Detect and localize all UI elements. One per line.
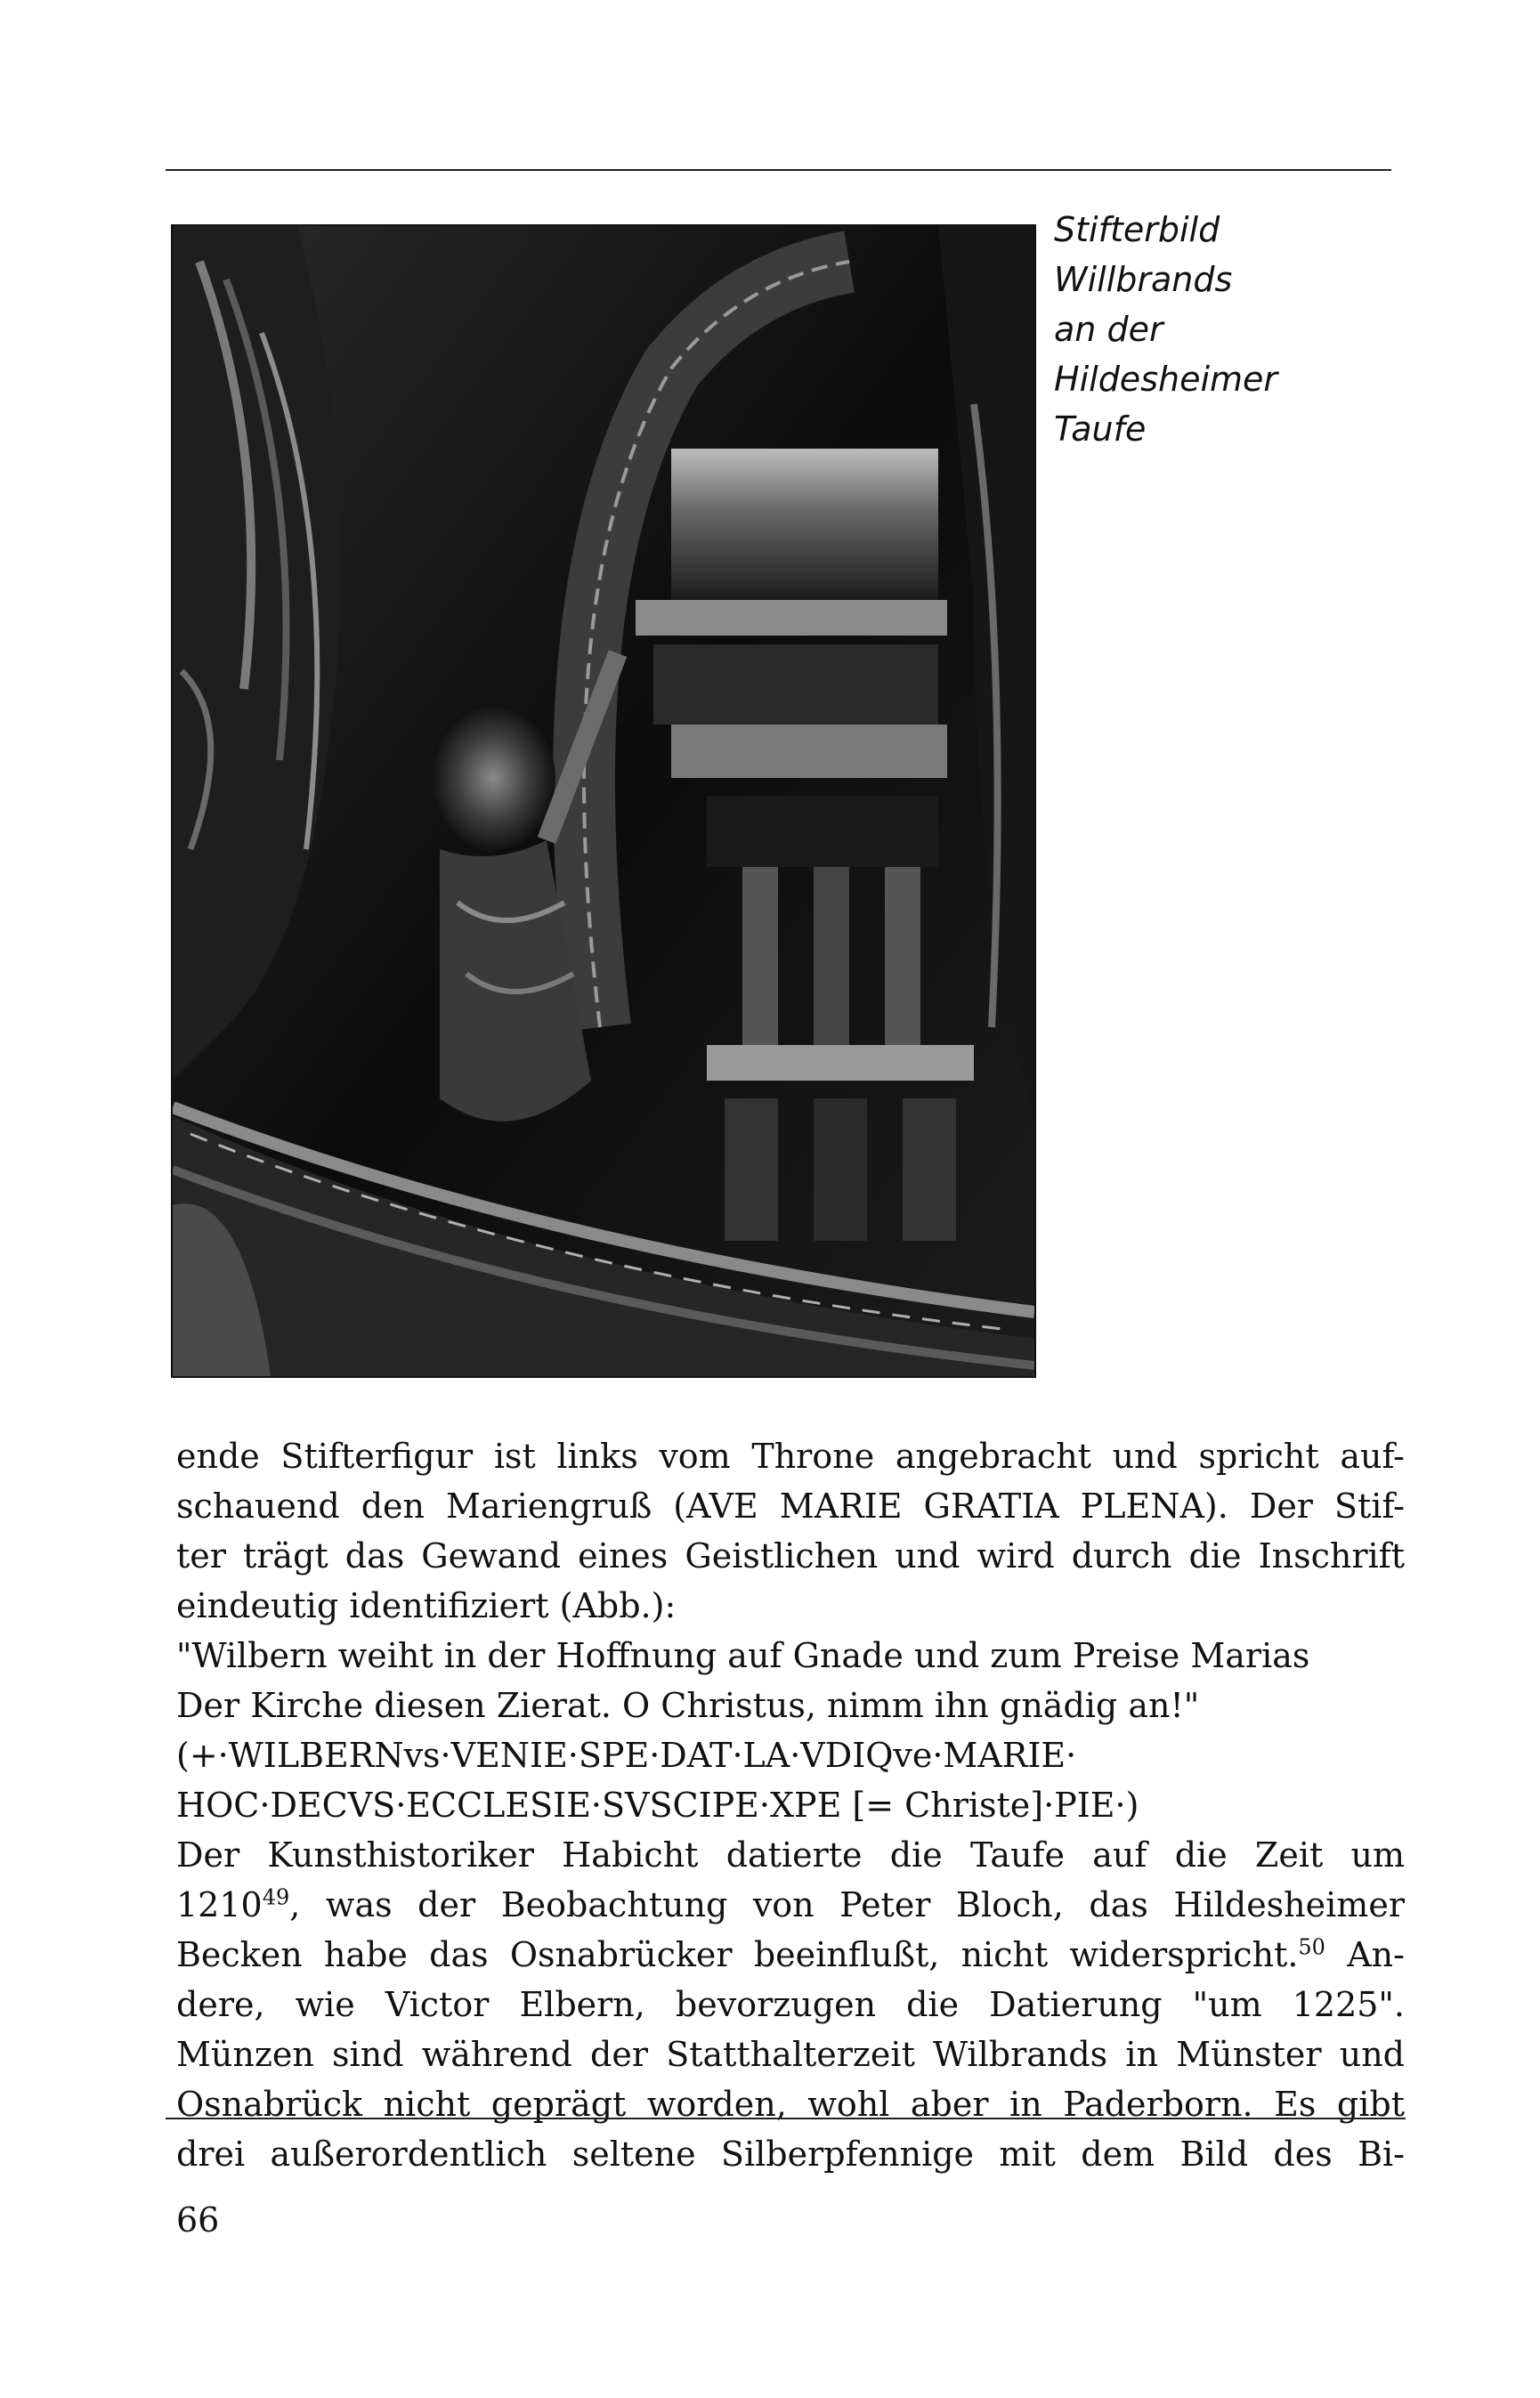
footnote-ref: 50 xyxy=(1298,1934,1325,1960)
text-line: Osnabrück nicht geprägt worden, wohl aber in Paderborn. Es gibt xyxy=(176,2085,1405,2124)
text-line: schauend den Mariengruß (AVE MARIE GRATIA PLENA). Der Stif- xyxy=(176,1487,1405,1526)
caption-line: an der xyxy=(1054,310,1163,349)
footnote-ref: 49 xyxy=(262,1884,290,1910)
inscription-line: HOC·DECVS·ECCLESIE·SVSCIPE·XPE [= Christe]·PIE·) xyxy=(176,1786,1139,1825)
year-text: 1210 xyxy=(176,1885,263,1924)
caption-line: Taufe xyxy=(1054,409,1147,449)
caption-line: Willbrands xyxy=(1054,260,1233,299)
page-number: 66 xyxy=(176,2200,220,2240)
text-line: drei außerordentlich seltene Silberpfennige mit dem Bild des Bi- xyxy=(176,2135,1405,2174)
text-line: Der Kunsthistoriker Habicht datierte die Taufe auf die Zeit um xyxy=(176,1835,1405,1875)
photo-of-bronze-relief-icon xyxy=(173,226,1034,1376)
comma-text: , xyxy=(289,1885,301,1924)
quote-line: "Wilbern weiht in der Hoffnung auf Gnade und zum Preise Marias xyxy=(176,1636,1310,1675)
line-tail: An- xyxy=(1347,1935,1405,1974)
text-line-with-footnote xyxy=(176,1930,1405,1980)
text-line: ende Stifterfigur ist links vom Throne angebracht und spricht auf- xyxy=(176,1437,1405,1476)
quote-line: Der Kirche diesen Zierat. O Christus, nimm ihn gnädig an!" xyxy=(176,1686,1200,1725)
text-line: dere, wie Victor Elbern, bevorzugen die Datierung "um 1225". xyxy=(176,1985,1405,2024)
text-line-with-footnote xyxy=(176,1880,1405,1930)
text-line: eindeutig identifiziert (Abb.): xyxy=(176,1586,677,1625)
line-text: was der Beobachtung von Peter Bloch, das Hildesheimer xyxy=(325,1885,1405,1924)
line-text: Becken habe das Osnabrücker beeinflußt, nicht widerspricht. xyxy=(176,1935,1299,1974)
caption-line: Stifterbild xyxy=(1054,210,1220,249)
figure-photo xyxy=(171,224,1036,1378)
bottom-rule xyxy=(166,2118,1406,2119)
figure-caption xyxy=(1054,205,1374,454)
text-line: ter trägt das Gewand eines Geistlichen und wird durch die Inschrift xyxy=(176,1536,1405,1576)
top-rule xyxy=(166,169,1391,171)
body-text xyxy=(176,1431,1405,2179)
caption-line: Hildesheimer xyxy=(1054,360,1278,399)
text-line: Münzen sind während der Statthalterzeit Wilbrands in Münster und xyxy=(176,2035,1405,2074)
inscription-line: (+·WILBERNvs·VENIE·SPE·DAT·LA·VDIQve·MARIE· xyxy=(176,1736,1077,1775)
